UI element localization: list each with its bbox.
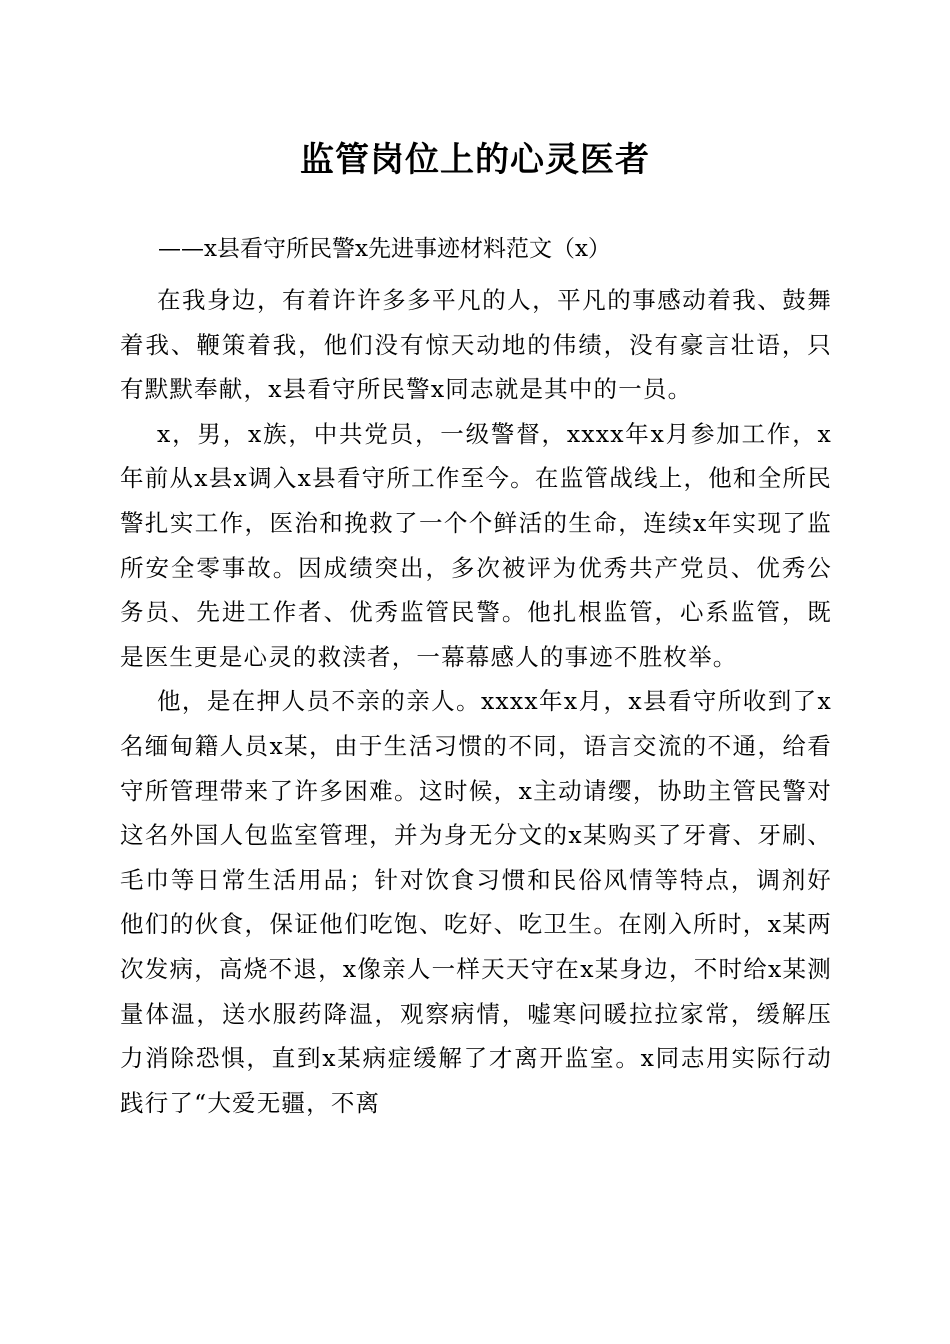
paragraph-2: x，男，x族，中共党员，一级警督，xxxx年x月参加工作，x年前从x县x调入x县看守所工作至今。在监管战线上，他和全所民警扎实工作，医治和挽救了一个个鲜活的生命，连续x年实现了监所安全零事故。因成绩突出，多次被评为优秀共产党员、优秀公务员、先进工作者、优秀监管民警。他扎根监管，心系监管，既是医生更是心灵的救渎者，一幕幕感人的事迹不胜枚举。 [120,419,832,671]
paragraph-3: 他，是在押人员不亲的亲人。xxxx年x月，x县看守所收到了x名缅甸籍人员x某，由于生活习惯的不同，语言交流的不通，给看守所管理带来了许多困难。这时候，x主动请缨，协助主管民警对这名外国人包监室管理，并为身无分文的x某购买了牙膏、牙刷、毛巾等日常生活用品；针对饮食习惯和民俗风情等特点，调剂好他们的伙食，保证他们吃饱、吃好、吃卫生。在刚入所时，x某两次发病，高烧不退，x像亲人一样天天守在x某身边，不时给x某测量体温，送水服药降温，观察病情，嘘寒问暖拉拉家常，缓解压力消除恐惧，直到x某病症缓解了才离开监室。x同志用实际行动践行了“大爱无疆，不离 [120,687,832,1117]
paragraph-1: 在我身边，有着许许多多平凡的人，平凡的事感动着我、鼓舞着我、鞭策着我，他们没有惊天动地的伟绩，没有豪言壮语，只有默默奉献，x县看守所民警x同志就是其中的一员。 [120,286,832,404]
document-body [120,251,832,1125]
document-subtitle: ——x县看守所民警x先进事迹材料范文（x） [158,236,611,262]
document-title: 监管岗位上的心灵医者 [300,140,650,180]
